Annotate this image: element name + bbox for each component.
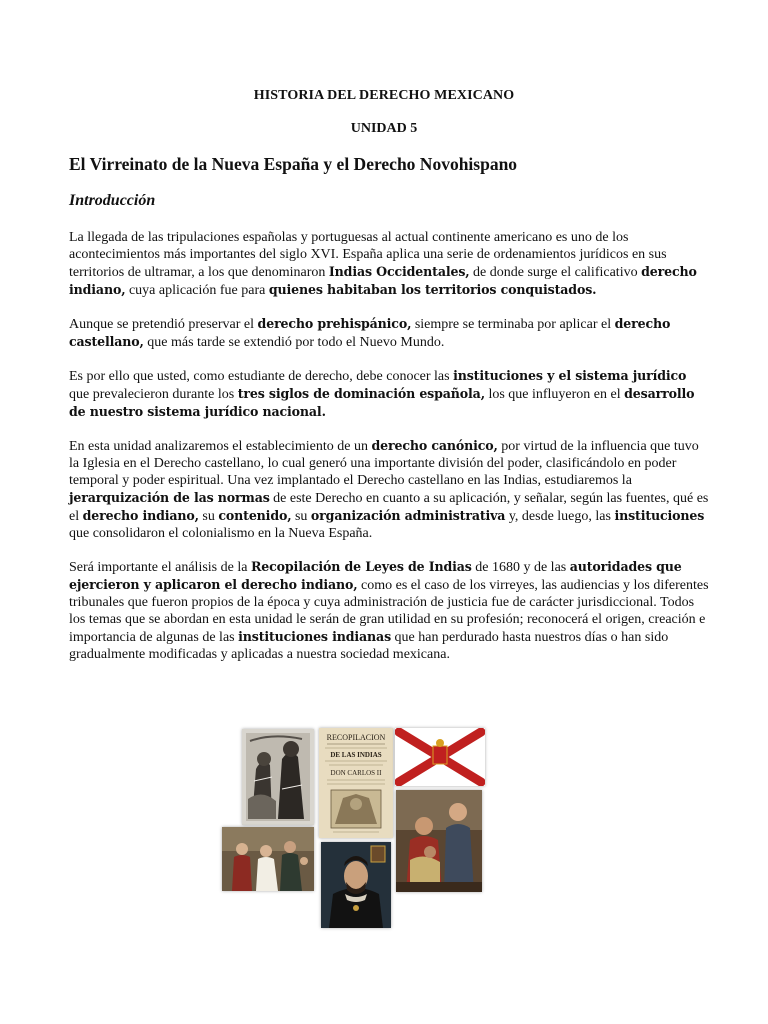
bold-term: Recopilación de Leyes de Indias: [250, 559, 472, 574]
bold-term: instituciones indianas: [238, 629, 392, 644]
bold-term: derecho castellano,: [69, 316, 671, 349]
bold-term: instituciones: [614, 508, 705, 523]
text-run: Será importante el análisis de la: [69, 560, 251, 575]
bold-term: quienes habitaban los territorios conquistados.: [268, 282, 597, 297]
text-run: por virtud de la influencia que tuvo la Iglesia en el Derecho castellano, lo cual generó una importante división del poder, clasificándolo en poder temporal y poder espiritual. Una vez implantado el Derecho castellano en las Indias, estudiaremos la: [69, 439, 699, 488]
text-run: La llegada de las tripulaciones españolas y portuguesas al actual continente americano es uno de los acontecimientos más importantes del siglo XVI. España aplica una serie de ordenamientos jurídicos en sus territorios de ultramar, a los que denominaron: [69, 230, 667, 280]
text-run: Es por ello que usted, como estudiante de derecho, debe conocer las: [69, 369, 454, 384]
paragraph-2: [69, 315, 709, 351]
text-run: que prevalecieron durante los: [69, 387, 238, 402]
text-run: siempre se terminaba por aplicar el: [411, 317, 615, 332]
text-run: y, desde luego, las: [505, 509, 615, 524]
family-painting-image: [222, 827, 314, 891]
paragraph-3: [69, 367, 709, 421]
section-title: Introducción: [69, 192, 156, 209]
text-run: En esta unidad analizaremos el establecimiento de un: [69, 439, 372, 454]
book-cover-line-3: DON CARLOS II: [330, 769, 382, 777]
bold-term: desarrollo de nuestro sistema jurídico nacional.: [69, 386, 695, 419]
paragraph-4: [69, 437, 709, 542]
book-cover-image: [319, 728, 393, 838]
body-text: [69, 229, 709, 679]
bold-term: tres siglos de dominación española,: [237, 386, 485, 401]
text-run: que consolidaron el colonialismo en la Nueva España.: [69, 526, 373, 541]
document-title: HISTORIA DEL DERECHO MEXICANO: [253, 88, 515, 103]
text-run: de donde surge el calificativo: [469, 265, 642, 280]
text-run: cuya aplicación fue para: [125, 283, 269, 298]
text-run: los que influyeron en el: [484, 387, 625, 402]
text-run: que han perdurado hasta nuestros días o han sido gradualmente modificadas y aplicadas a nuestra sociedad mexicana.: [69, 630, 669, 662]
bold-term: Indias Occidentales,: [328, 264, 470, 279]
image-collage: [220, 724, 490, 930]
bold-term: organización administrativa: [310, 508, 506, 523]
book-cover-line-1: RECOPILACION: [326, 733, 386, 742]
bold-term: derecho canónico,: [371, 438, 498, 453]
bold-term: autoridades que ejercieron y aplicaron el derecho indiano,: [69, 559, 682, 592]
text-run: de 1680 y de las: [471, 560, 570, 575]
paragraph-1: [69, 229, 709, 299]
bold-term: derecho prehispánico,: [257, 316, 412, 331]
unit-title: UNIDAD 5: [350, 121, 418, 136]
bold-term: jerarquización de las normas: [69, 490, 270, 505]
bold-term: derecho indiano,: [82, 508, 199, 523]
text-run: su: [198, 509, 219, 524]
bold-term: derecho indiano,: [69, 264, 697, 297]
bold-term: instituciones y el sistema jurídico: [453, 368, 687, 383]
engraving-image: [242, 729, 314, 825]
book-cover-line-2: DE LAS INDIAS: [330, 751, 382, 759]
chapter-title: El Virreinato de la Nueva España y el Derecho Novohispano: [69, 154, 518, 174]
flag-image: [395, 728, 485, 786]
text-run: de este Derecho en cuanto a su aplicación, y señalar, según las fuentes, qué es el: [69, 491, 709, 524]
casta-painting-image: [396, 790, 482, 892]
paragraph-5: [69, 558, 709, 663]
text-run: Aunque se pretendió preservar el: [69, 317, 258, 332]
text-run: su: [291, 509, 311, 524]
text-run: que más tarde se extendió por todo el Nuevo Mundo.: [143, 335, 445, 350]
portrait-image: [321, 842, 391, 928]
bold-term: contenido,: [218, 508, 292, 523]
text-run: como es el caso de los virreyes, las audiencias y los diferentes tribunales que fueron propios de la época y cuya administración de justicia fue de carácter jurisdiccional. Todos los temas que se abordan en esta unidad le serán de gran utilidad en su profesión; reconocerá el origen, creación e importancia de algunas de las: [69, 578, 709, 645]
